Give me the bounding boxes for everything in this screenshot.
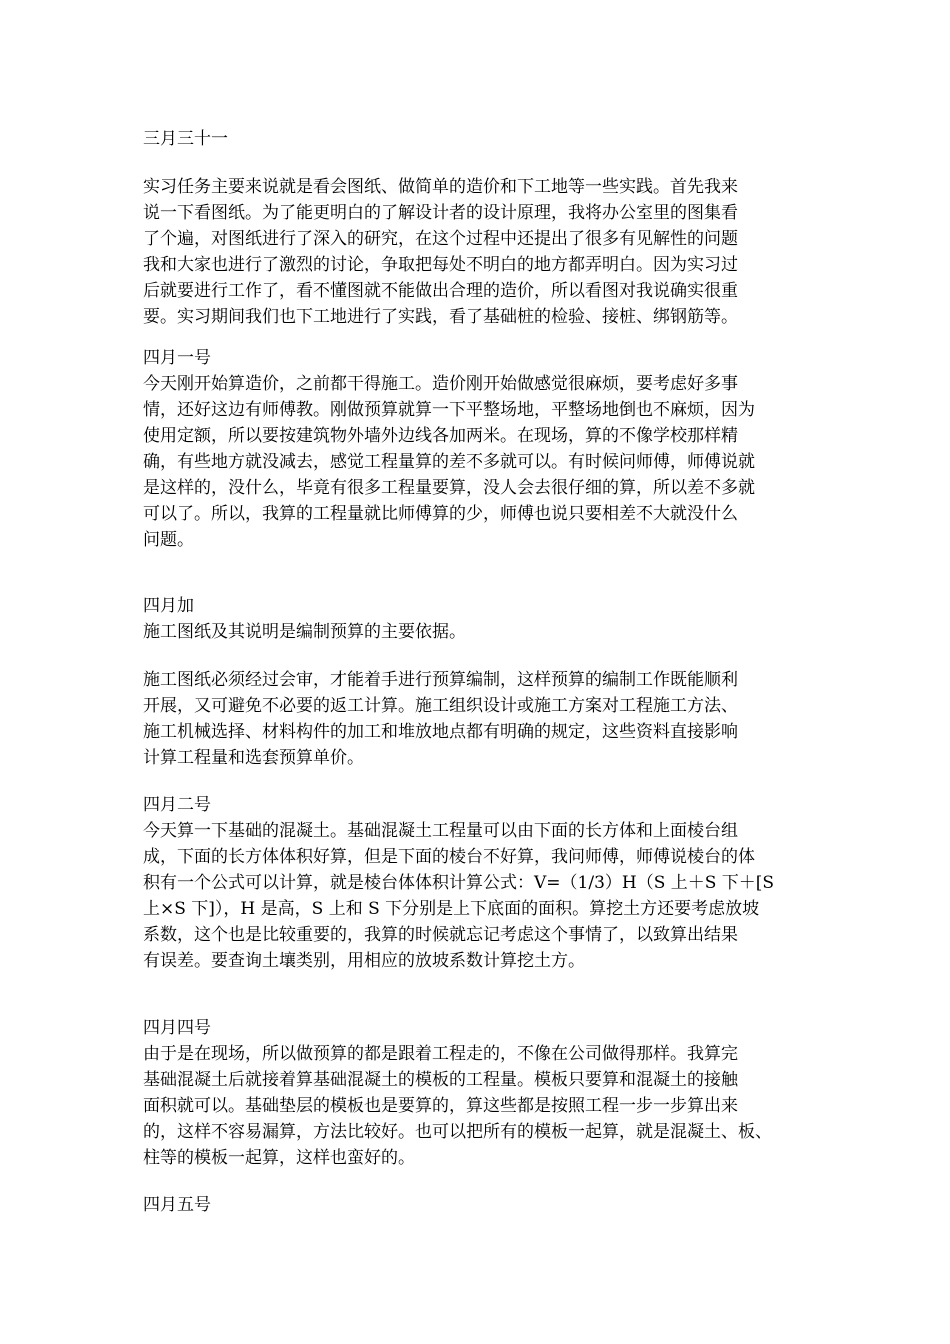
paragraph-line: 成，下面的长方体体积好算，但是下面的棱台不好算，我问师傅，师傅说棱台的体 xyxy=(143,847,755,867)
paragraph-line: 施工图纸必须经过会审，才能着手进行预算编制，这样预算的编制工作既能顺利 xyxy=(143,670,738,690)
paragraph-line: 实习任务主要来说就是看会图纸、做简单的造价和下工地等一些实践。首先我来 xyxy=(143,177,738,197)
paragraph-line: 确，有些地方就没减去，感觉工程量算的差不多就可以。有时候问师傅，师傅说就 xyxy=(143,452,755,472)
entry-date: 四月四号 xyxy=(143,1018,211,1038)
paragraph-line: 是这样的，没什么，毕竟有很多工程量要算，没人会去很仔细的算，所以差不多就 xyxy=(143,478,755,498)
paragraph-line: 由于是在现场，所以做预算的都是跟着工程走的，不像在公司做得那样。我算完 xyxy=(143,1044,738,1064)
paragraph-line: 施工机械选择、材料构件的加工和堆放地点都有明确的规定，这些资料直接影响 xyxy=(143,722,738,742)
paragraph-line: 计算工程量和选套预算单价。 xyxy=(143,748,364,768)
paragraph-line: 基础混凝土后就接着算基础混凝土的模板的工程量。模板只要算和混凝土的接触 xyxy=(143,1070,738,1090)
entry-date: 四月二号 xyxy=(143,795,211,815)
paragraph-line: 我和大家也进行了激烈的讨论，争取把每处不明白的地方都弄明白。因为实习过 xyxy=(143,255,738,275)
paragraph-line: 问题。 xyxy=(143,530,194,550)
paragraph-line: 今天刚开始算造价，之前都干得施工。造价刚开始做感觉很麻烦，要考虑好多事 xyxy=(143,374,738,394)
paragraph-line: 后就要进行工作了，看不懂图就不能做出合理的造价，所以看图对我说确实很重 xyxy=(143,281,738,301)
paragraph-line: 说一下看图纸。为了能更明白的了解设计者的设计原理，我将办公室里的图集看 xyxy=(143,203,738,223)
paragraph-line: 施工图纸及其说明是编制预算的主要依据。 xyxy=(143,622,466,642)
paragraph-line: 的，这样不容易漏算，方法比较好。也可以把所有的模板一起算，就是混凝土、板、 xyxy=(143,1122,772,1142)
entry-date: 四月一号 xyxy=(143,348,211,368)
paragraph-line: 系数，这个也是比较重要的，我算的时候就忘记考虑这个事情了，以致算出结果 xyxy=(143,925,738,945)
paragraph-line: 情，还好这边有师傅教。刚做预算就算一下平整场地，平整场地倒也不麻烦，因为 xyxy=(143,400,755,420)
paragraph-line: 积有一个公式可以计算，就是棱台体体积计算公式：V=（1/3）H（S 上＋S 下＋[S xyxy=(143,873,775,893)
paragraph-line: 上×S 下]），H 是高，S 上和 S 下分别是上下底面的面积。算挖土方还要考虑放坡 xyxy=(143,899,760,919)
entry-date: 四月加 xyxy=(143,596,194,616)
entry-date: 三月三十一 xyxy=(143,129,228,149)
paragraph-line: 柱等的模板一起算，这样也蛮好的。 xyxy=(143,1148,415,1168)
paragraph-line: 面积就可以。基础垫层的模板也是要算的，算这些都是按照工程一步一步算出来 xyxy=(143,1096,738,1116)
paragraph-line: 开展，又可避免不必要的返工计算。施工组织设计或施工方案对工程施工方法、 xyxy=(143,696,738,716)
paragraph-line: 可以了。所以，我算的工程量就比师傅算的少，师傅也说只要相差不大就没什么 xyxy=(143,504,738,524)
paragraph-line: 今天算一下基础的混凝土。基础混凝土工程量可以由下面的长方体和上面棱台组 xyxy=(143,821,738,841)
paragraph-line: 要。实习期间我们也下工地进行了实践，看了基础桩的检验、接桩、绑钢筋等。 xyxy=(143,307,738,327)
paragraph-line: 了个遍，对图纸进行了深入的研究，在这个过程中还提出了很多有见解性的问题 xyxy=(143,229,738,249)
entry-date: 四月五号 xyxy=(143,1195,211,1215)
paragraph-line: 有误差。要查询土壤类别，用相应的放坡系数计算挖土方。 xyxy=(143,951,585,971)
paragraph-line: 使用定额，所以要按建筑物外墙外边线各加两米。在现场，算的不像学校那样精 xyxy=(143,426,738,446)
